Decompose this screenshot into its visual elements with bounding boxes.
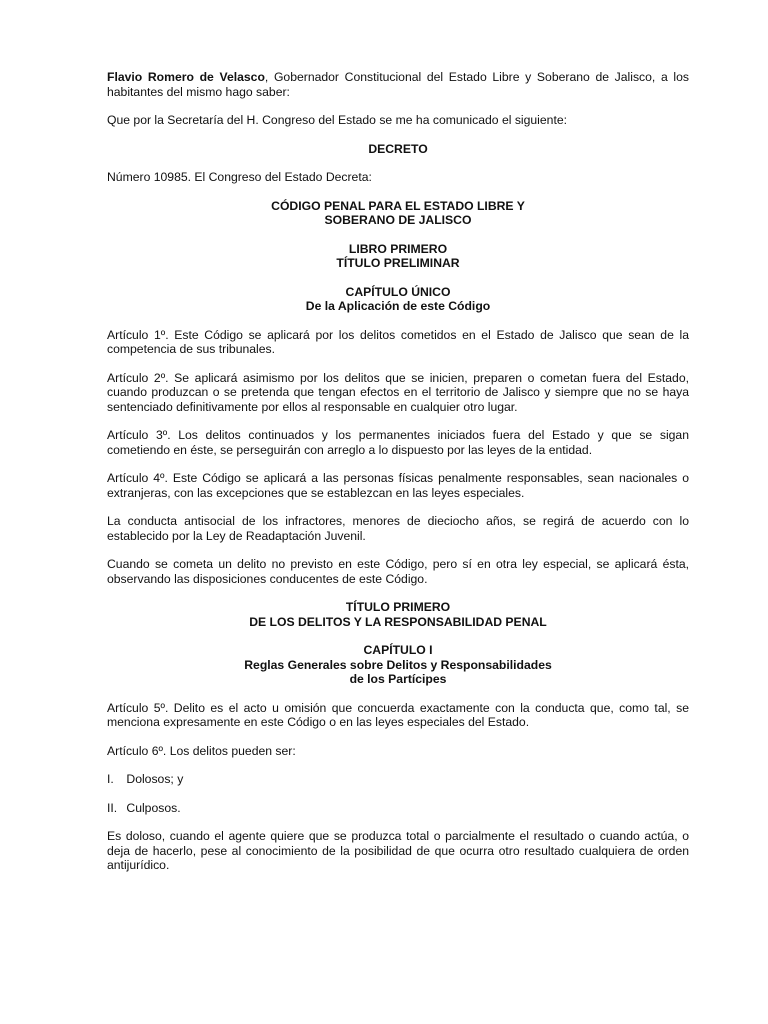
articulo-4: Artículo 4º. Este Código se aplicará a las personas físicas penalmente responsables, sean nacionales o extranjeras, con las excepciones que se establezcan en las leyes especiales. [107,471,689,500]
capitulo-i-line-3: de los Partícipes [349,672,447,686]
intro-text: , Gobernador Constitucional del Estado Libre y Soberano de Jalisco, a los habitantes del mismo hago saber: [107,70,689,99]
capitulo-unico-line-1: CAPÍTULO ÚNICO [345,284,451,299]
libro-line-1: LIBRO PRIMERO [348,241,448,256]
titulo-primero-line-2: DE LOS DELITOS Y LA RESPONSABILIDAD PENAL [249,614,547,629]
doloso-paragraph: Es doloso, cuando el agente quiere que se produzca total o parcialmente el resultado o cuando actúa, o deja de hacerlo, pese al conocimiento de la posibilidad de que ocurra otro resultado cualquiera de orden antijurídico. [107,829,689,872]
capitulo-i-line-2: Reglas Generales sobre Delitos y Responsabilidades [244,657,552,672]
list-item [107,801,689,816]
articulo-1: Artículo 1º. Este Código se aplicará por los delitos cometidos en el Estado de Jalisco que sean de la competencia de sus tribunales. [107,327,689,356]
codigo-title-line-1: CÓDIGO PENAL PARA EL ESTADO LIBRE Y [271,198,525,213]
secretaria-paragraph: Que por la Secretaría del H. Congreso del Estado se me ha comunicado el siguiente: [107,113,568,127]
capitulo-i-line-1: CAPÍTULO I [363,643,433,657]
numero-paragraph: Número 10985. El Congreso del Estado Decreta: [107,170,372,184]
list-item-number: II. [107,800,118,815]
document-page [107,70,689,887]
libro-line-2: TÍTULO PRELIMINAR [336,256,460,270]
capitulo-unico-heading [107,285,689,314]
list-item-number: I. [107,772,114,786]
codigo-title-line-2: SOBERANO DE JALISCO [324,213,472,227]
articulo-6: Artículo 6º. Los delitos pueden ser: [107,743,296,758]
antisocial-paragraph: La conducta antisocial de los infractores, menores de dieciocho años, se regirá de acuerdo con lo establecido por la Ley de Readaptación Juvenil. [107,514,689,543]
decreto-heading: DECRETO [368,141,428,156]
no-previsto-paragraph: Cuando se cometa un delito no previsto en este Código, pero sí en otra ley especial, se aplicará ésta, observando las disposiciones conducentes de este Código. [107,557,689,586]
list-item [107,772,689,787]
list-item-text: Culposos. [126,800,181,815]
capitulo-i-heading [107,643,689,687]
list-item-text: Dolosos; y [126,772,184,786]
articulo-3: Artículo 3º. Los delitos continuados y los permanentes iniciados fuera del Estado y que se sigan cometiendo en éste, se perseguirán con arreglo a lo dispuesto por las leyes de la entidad. [107,428,689,457]
governor-name: Flavio Romero de Velasco [107,70,265,84]
codigo-title [107,199,689,228]
articulo-5: Artículo 5º. Delito es el acto u omisión que concuerda exactamente con la conducta que, como tal, se menciona expresamente en este Código o en las leyes especiales del Estado. [107,700,689,729]
capitulo-unico-line-2: De la Aplicación de este Código [305,299,491,313]
libro-heading [107,242,689,271]
titulo-primero-heading [107,600,689,629]
intro-paragraph [107,70,689,99]
articulo-2: Artículo 2º. Se aplicará asimismo por los delitos que se inicien, preparen o cometan fuera del Estado, cuando produzcan o se pretenda que tengan efectos en el territorio de Jalisco y siempre que no se haya sentenciado definitivamente por ellos al responsable en cualquier otro lugar. [107,370,689,414]
titulo-primero-line-1: TÍTULO PRIMERO [345,600,451,614]
